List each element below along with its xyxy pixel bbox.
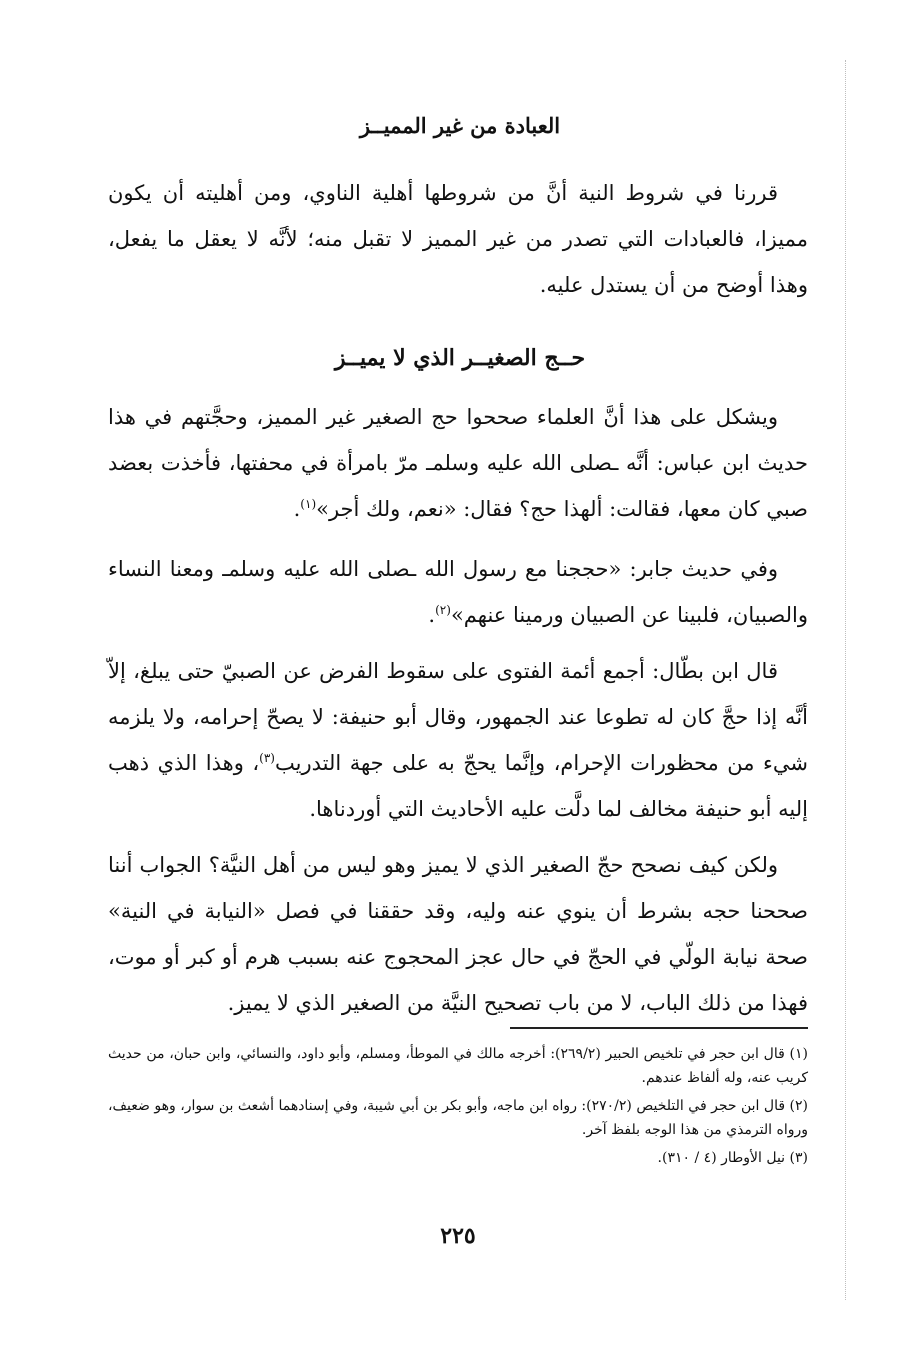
paragraph-ibn-abbas [108, 394, 808, 532]
footnote-ref-1[interactable]: (١) [300, 497, 317, 511]
paragraph-text: وفي حديث جابر: «حججنا مع رسول الله ـصلى الله عليه وسلمـ ومعنا النساء والصبيان، فلبينا عن الصبيان ورمينا عنهم» [108, 557, 808, 627]
footnote-ref-2[interactable]: (٢) [435, 603, 451, 617]
paragraph-ibn-battal [108, 648, 808, 832]
paragraph-answer: ولكن كيف نصحح حجّ الصغير الذي لا يميز وهو ليس من أهل النيَّة؟ الجواب أننا صححنا حجه بشرط أن ينوي عنه وليه، وقد حققنا في فصل «النيابة في النية» صحة نيابة الولّي في الحجّ في حال عجز المحجوج عنه بسبب هرم أو كبر أو موت، فهذا من ذلك الباب، لا من باب تصحيح النيَّة من الصغير الذي لا يميز. [108, 853, 808, 1015]
footnote-ref-3[interactable]: (٣) [259, 751, 275, 765]
footnote-3: (٣) نيل الأوطار (٤ / ٣١٠). [657, 1150, 808, 1166]
paragraph-end: . [293, 497, 301, 521]
page-edge-line [845, 60, 846, 1300]
paragraph-text: ويشكل على هذا أنَّ العلماء صححوا حج الصغير غير المميز، وحجَّتهم في هذا حديث ابن عباس: أنَّه ـصلى الله عليه وسلمـ مرّ بامرأة في محفتها، فأخذت بعضد صبي كان معها، فقالت: ألهذا حج؟ فقال: «نعم، ولك أجر» [108, 405, 808, 521]
paragraph-text-continued: ، وهذا الذي ذهب إليه أبو حنيفة مخالف لما دلَّت عليه الأحاديث التي أوردناها. [108, 751, 808, 821]
paragraph-text: قال ابن بطّال: أجمع أئمة الفتوى على سقوط الفرض عن الصبيّ حتى يبلغ، إلاّ أنَّه إذا حجَّ كان له تطوعا عند الجمهور، وقال أبو حنيفة: لا يصحّ إحرامه، ولا يلزمه شيء من محظورات الإحرام، وإنَّما يحجّ به على جهة التدريب [108, 659, 808, 775]
section-heading: العبادة من غير المميــز [359, 113, 561, 138]
footnote-1: (١) قال ابن حجر في تلخيص الحبير (٢٦٩/٢): أخرجه مالك في الموطأ، ومسلم، وأبو داود، والنسائي، وابن حبان، من حديث كريب عنه، وله ألفاظ عندهم. [108, 1046, 808, 1086]
page-number: ٢٢٥ [440, 1223, 476, 1249]
paragraph-intro: قررنا في شروط النية أنَّ من شروطها أهلية الناوي، ومن أهليته أن يكون مميزا، فالعبادات التي تصدر من غير المميز لا تقبل منه؛ لأنَّه لا يعقل ما يفعل، وهذا أوضح من أن يستدل عليه. [108, 181, 808, 297]
paragraph-jabir [108, 546, 808, 638]
section-subheading: حــج الصغيــر الذي لا يميــز [334, 345, 586, 371]
footnote-divider [510, 1027, 808, 1029]
paragraph-end: . [428, 603, 436, 627]
footnote-2: (٢) قال ابن حجر في التلخيص (٢٧٠/٢): رواه ابن ماجه، وأبو بكر بن أبي شيبة، وفي إسنادهما أشعث بن سوار، وهو ضعيف، ورواه الترمذي من هذا الوجه بلفظ آخر. [108, 1098, 808, 1138]
footnotes [108, 1042, 808, 1174]
